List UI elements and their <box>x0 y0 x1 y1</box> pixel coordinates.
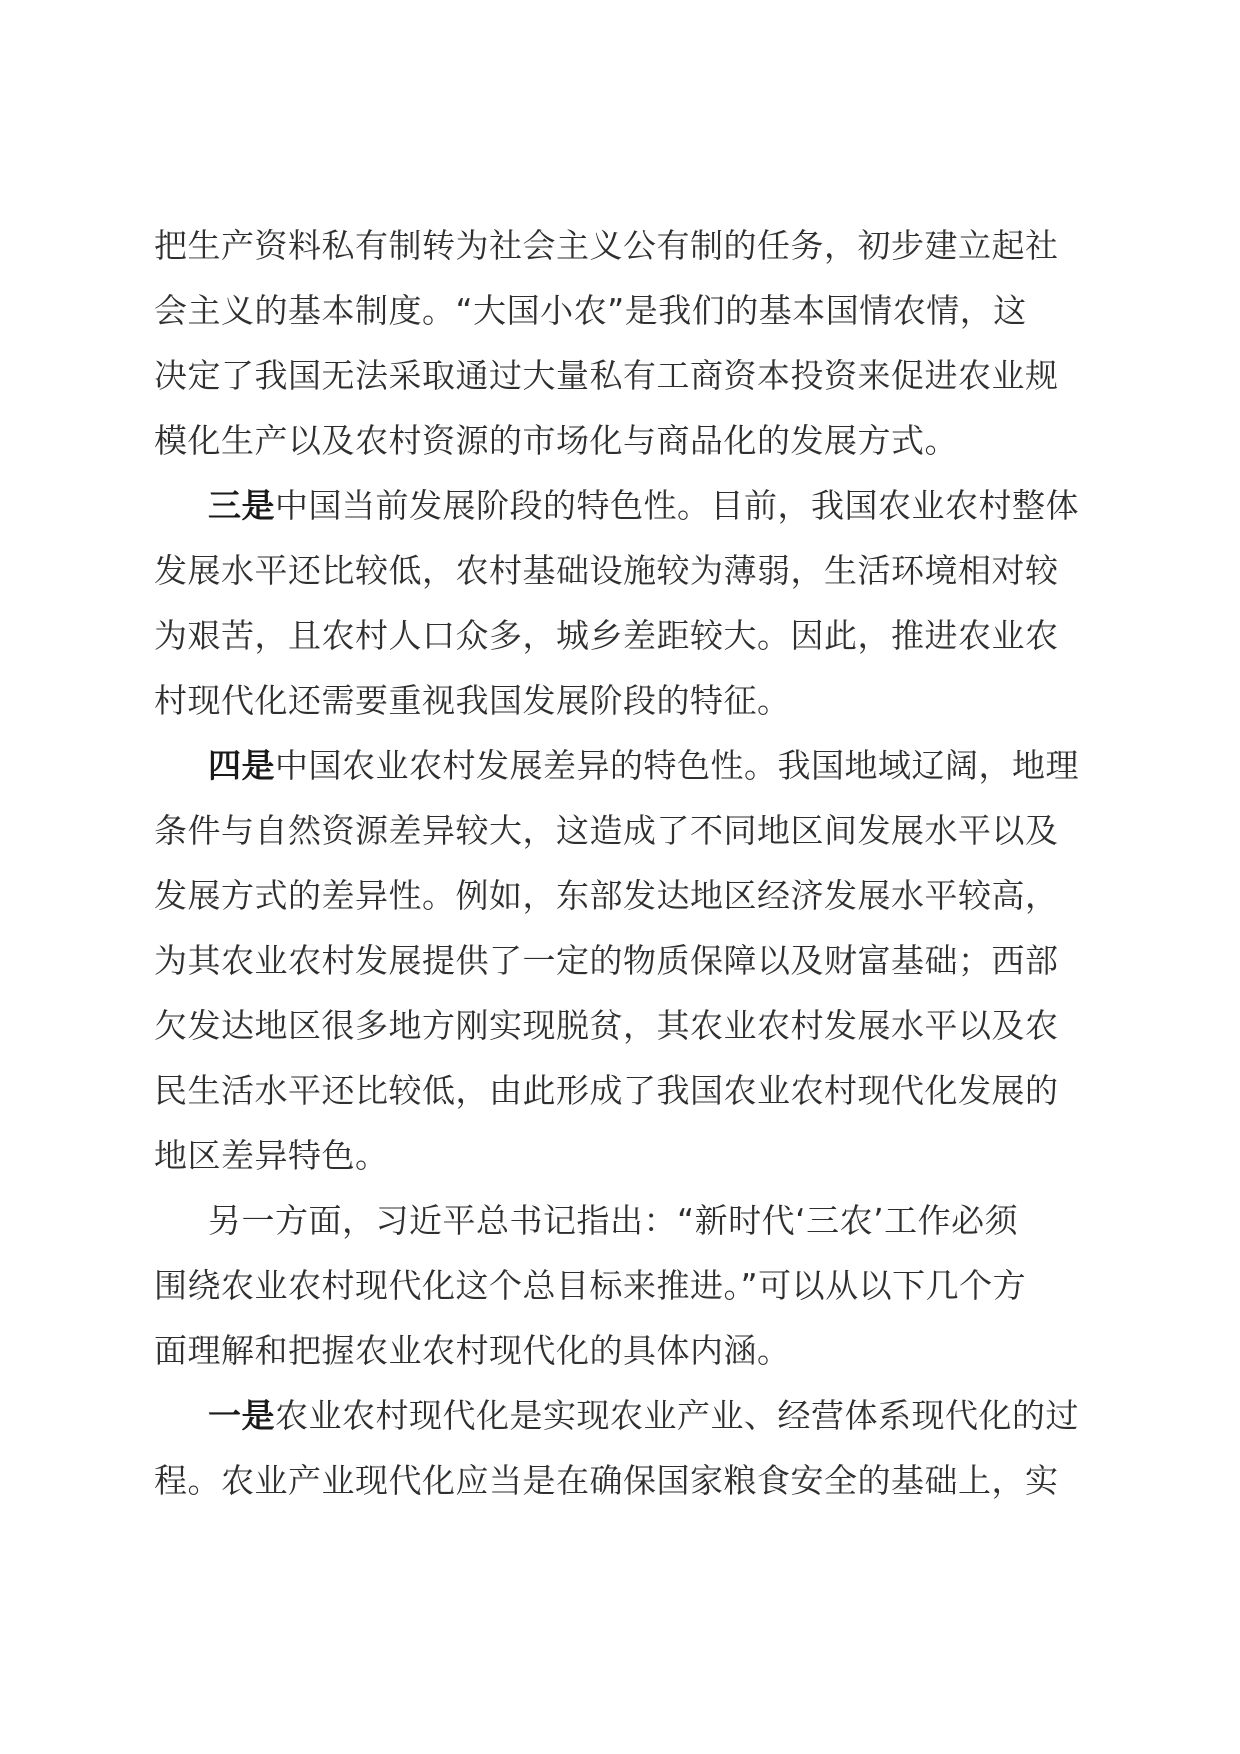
paragraph-start-line <box>154 1188 1082 1253</box>
text-line <box>154 1253 1082 1318</box>
line-text: 地区差异特色。 <box>154 1136 389 1175</box>
text-line <box>154 1058 1082 1123</box>
paragraph-start-line <box>154 1383 1082 1448</box>
line-text: 中国农业农村发展差异的特色性。我国地域辽阔，地理 <box>275 746 1079 785</box>
paragraph-lead: 一是 <box>208 1396 275 1435</box>
line-text: 发展方式的差异性。例如，东部发达地区经济发展水平较高， <box>154 876 1059 915</box>
line-text: 会主义的基本制度。“大国小农”是我们的基本国情农情，这 <box>154 291 1027 330</box>
line-text: 中国当前发展阶段的特色性。目前，我国农业农村整体 <box>275 486 1079 525</box>
line-text: 模化生产以及农村资源的市场化与商品化的发展方式。 <box>154 421 958 460</box>
paragraph-start-line <box>154 473 1082 538</box>
paragraph-lead: 三是 <box>208 486 275 525</box>
text-line <box>154 928 1082 993</box>
text-line <box>154 538 1082 603</box>
line-text: 把生产资料私有制转为社会主义公有制的任务，初步建立起社 <box>154 226 1059 265</box>
text-line <box>154 798 1082 863</box>
line-text: 条件与自然资源差异较大，这造成了不同地区间发展水平以及 <box>154 811 1059 850</box>
line-text: 发展水平还比较低，农村基础设施较为薄弱，生活环境相对较 <box>154 551 1059 590</box>
line-text: 民生活水平还比较低，由此形成了我国农业农村现代化发展的 <box>154 1071 1059 1110</box>
line-text: 另一方面，习近平总书记指出：“新时代‘三农’工作必须 <box>208 1201 1019 1240</box>
line-text: 面理解和把握农业农村现代化的具体内涵。 <box>154 1331 791 1370</box>
line-text: 农业农村现代化是实现农业产业、经营体系现代化的过 <box>275 1396 1079 1435</box>
document-page <box>154 213 1082 1513</box>
line-text: 围绕农业农村现代化这个总目标来推进。”可以从以下几个方 <box>154 1266 1027 1305</box>
text-line <box>154 343 1082 408</box>
line-text: 欠发达地区很多地方刚实现脱贫，其农业农村发展水平以及农 <box>154 1006 1059 1045</box>
text-line <box>154 408 1082 473</box>
line-text: 为艰苦，且农村人口众多，城乡差距较大。因此，推进农业农 <box>154 616 1059 655</box>
text-line <box>154 1123 1082 1188</box>
text-line <box>154 668 1082 733</box>
paragraph-lead: 四是 <box>208 746 275 785</box>
text-line <box>154 863 1082 928</box>
text-line <box>154 278 1082 343</box>
paragraph-start-line <box>154 733 1082 798</box>
text-line <box>154 213 1082 278</box>
line-text: 程。农业产业现代化应当是在确保国家粮食安全的基础上，实 <box>154 1461 1059 1500</box>
line-text: 村现代化还需要重视我国发展阶段的特征。 <box>154 681 791 720</box>
line-text: 为其农业农村发展提供了一定的物质保障以及财富基础；西部 <box>154 941 1059 980</box>
text-line <box>154 603 1082 668</box>
text-line <box>154 993 1082 1058</box>
line-text: 决定了我国无法采取通过大量私有工商资本投资来促进农业规 <box>154 356 1059 395</box>
text-line <box>154 1318 1082 1383</box>
text-line <box>154 1448 1082 1513</box>
